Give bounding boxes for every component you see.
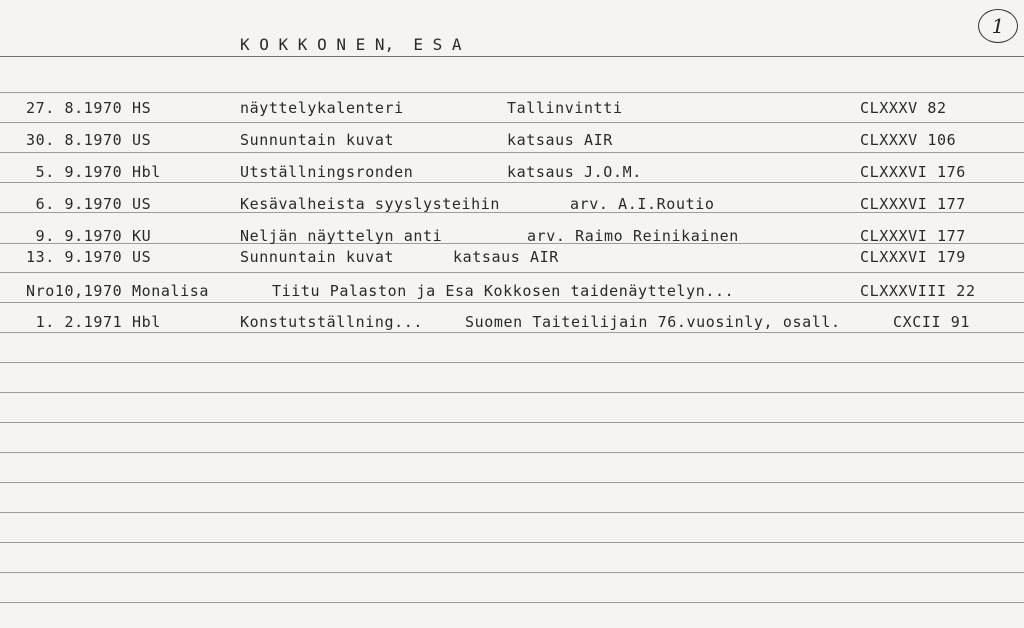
ruled-line (0, 362, 1024, 363)
entry-title: Tiitu Palaston ja Esa Kokkosen taidenäyttelyn... (272, 282, 735, 300)
entry-title: Neljän näyttelyn anti (240, 227, 443, 245)
ruled-line (0, 272, 1024, 273)
entry-title: Konstutställning... (240, 313, 423, 331)
ruled-line (0, 302, 1024, 303)
ruled-line (0, 512, 1024, 513)
header-rule (0, 56, 1024, 57)
entry-date: 9. 9.1970 KU (26, 227, 152, 245)
ruled-line (0, 422, 1024, 423)
ruled-line (0, 572, 1024, 573)
ruled-line (0, 152, 1024, 153)
card-number: 1 (978, 9, 1018, 43)
entry-date: 27. 8.1970 HS (26, 99, 152, 117)
entry-ref: CLXXXVI 179 (860, 248, 966, 266)
entry-ref: CLXXXVI 177 (860, 195, 966, 213)
entry-date: 6. 9.1970 US (26, 195, 152, 213)
ruled-line (0, 122, 1024, 123)
entry-title: Kesävalheista syyslysteihin (240, 195, 501, 213)
entry-note: arv. A.I.Routio (570, 195, 715, 213)
entry-title: Sunnuntain kuvat (240, 248, 395, 266)
entry-note: katsaus J.O.M. (507, 163, 642, 181)
ruled-line (0, 482, 1024, 483)
entry-date: 1. 2.1971 Hbl (26, 313, 161, 331)
ruled-line (0, 182, 1024, 183)
card-name: K O K K O N E N, E S A (240, 35, 462, 54)
entry-title: Sunnuntain kuvat (240, 131, 395, 149)
entry-note: katsaus AIR (507, 131, 613, 149)
entry-date: 5. 9.1970 Hbl (26, 163, 161, 181)
entry-ref: CLXXXVI 176 (860, 163, 966, 181)
entry-date: 13. 9.1970 US (26, 248, 152, 266)
entry-title: näyttelykalenteri (240, 99, 404, 117)
ruled-line (0, 602, 1024, 603)
entry-ref: CLXXXV 82 (860, 99, 947, 117)
entry-ref: CLXXXVIII 22 (860, 282, 976, 300)
ruled-line (0, 452, 1024, 453)
entry-ref: CLXXXV 106 (860, 131, 957, 149)
ruled-line (0, 332, 1024, 333)
entry-ref: CLXXXVI 177 (860, 227, 966, 245)
entry-note: Suomen Taiteilijain 76.vuosinly, osall. (465, 313, 841, 331)
entry-note: Tallinvintti (507, 99, 623, 117)
ruled-line (0, 392, 1024, 393)
entry-date: 30. 8.1970 US (26, 131, 152, 149)
entry-note: arv. Raimo Reinikainen (527, 227, 739, 245)
entry-ref: CXCII 91 (893, 313, 971, 331)
entry-title: Utställningsronden (240, 163, 414, 181)
ruled-line (0, 92, 1024, 93)
entry-date: Nro10,1970 Monalisa (26, 282, 209, 300)
ruled-line (0, 542, 1024, 543)
entry-note: katsaus AIR (453, 248, 559, 266)
